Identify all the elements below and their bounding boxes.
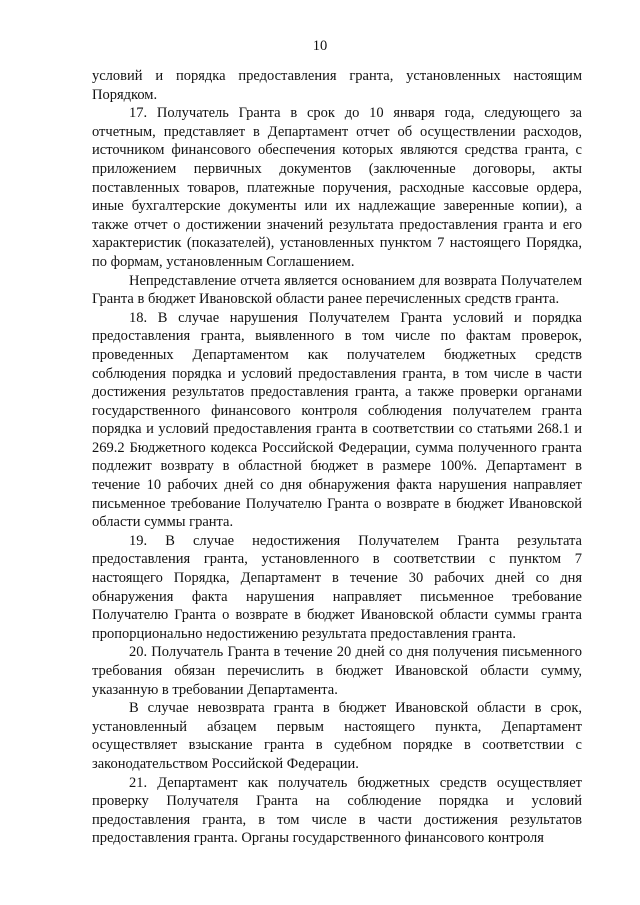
paragraph-report-failure: Непредставление отчета является основанием для возврата Получателем Гранта в бюджет Ивановской области ранее перечисленных средств гранта. <box>92 272 582 308</box>
paragraph-item-18: 18. В случае нарушения Получателем Гранта условий и порядка предоставления гранта, выявленного в том числе по фактам проверок, проведенных Департаментом как получателем бюджетных средств соблюдения порядка и условий предоставления гранта, в том числе в части достижения результатов предоставления гранта, а также проверки органами государственного финансового контроля соблюдения получателем гранта порядка и условий предоставления гранта в соответствии со статьями 268.1 и 269.2 Бюджетного кодекса Российской Федерации, сумма полученного гранта подлежит возврату в областной бюджет в размере 100%. Департамент в течение 10 рабочих дней со дня обнаружения факта нарушения направляет письменное требование Получателю Гранта о возврате в бюджет Ивановской области суммы гранта. <box>92 309 582 531</box>
document-body <box>92 67 582 848</box>
paragraph-continuation: условий и порядка предоставления гранта, установленных настоящим Порядком. <box>92 68 582 103</box>
page-number: 10 <box>312 38 328 54</box>
paragraph-item-19: 19. В случае недостижения Получателем Гранта результата предоставления гранта, установленного в соответствии с пунктом 7 настоящего Порядка, Департамент в течение 30 рабочих дней со дня обнаружения факта нарушения направляет письменное требование Получателю Гранта о возврате в бюджет Ивановской области суммы гранта пропорционально недостижению результата предоставления гранта. <box>92 532 582 642</box>
paragraph-item-20: 20. Получатель Гранта в течение 20 дней со дня получения письменного требования обязан перечислить в бюджет Ивановской области сумму, указанную в требовании Департамента. <box>92 644 582 698</box>
paragraph-non-return: В случае невозврата гранта в бюджет Ивановской области в срок, установленный абзацем первым настоящего пункта, Департамент осуществляет взыскание гранта в судебном порядке в соответствии с законодательством Российской Федерации. <box>92 700 582 772</box>
paragraph-item-17: 17. Получатель Гранта в срок до 10 января года, следующего за отчетным, представляет в Департамент отчет об осуществлении расходов, источником финансового обеспечения которых являются средства гранта, с приложением первичных документов (заключенные договоры, акты поставленных товаров, платежные поручения, расходные кассовые ордера, иные бухгалтерские документы или их надлежащие заверенные копии), а также отчет о достижении значений результата предоставления гранта и его характеристик (показателей), установленных пунктом 7 настоящего Порядка, по формам, установленным Соглашением. <box>92 105 582 270</box>
paragraph-item-21: 21. Департамент как получатель бюджетных средств осуществляет проверку Получателя Гранта на соблюдение порядка и условий предоставления гранта, в том числе в части достижения результатов предоставления гранта. Органы государственного финансового контроля <box>92 774 582 847</box>
